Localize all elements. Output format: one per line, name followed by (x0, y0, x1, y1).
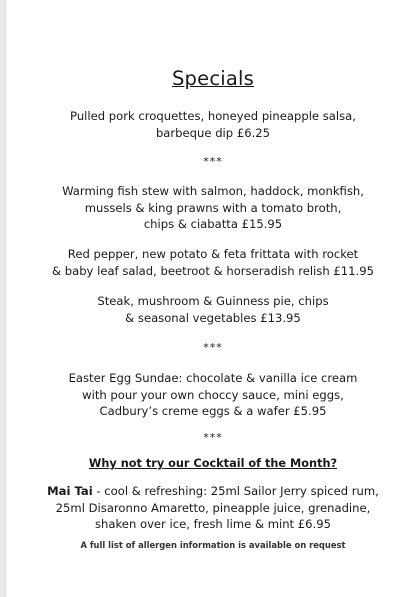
special-item-croquettes (6, 108, 420, 141)
item-line: mussels & king prawns with a tomato broth, (84, 200, 342, 215)
separator-text: *** (203, 431, 223, 444)
separator-stars (6, 340, 420, 357)
special-item-frittata (6, 246, 420, 279)
special-item-fish-stew (6, 183, 420, 233)
item-line: chips & ciabatta £15.95 (143, 217, 283, 232)
cocktail-line: 25ml Disaronno Amaretto, pineapple juice, grenadine, (55, 500, 371, 515)
page-title: Specials (171, 67, 255, 90)
menu-page (6, 0, 420, 597)
cocktail-text: - cool & refreshing: 25ml Sailor Jerry spiced rum, (92, 484, 379, 498)
special-item-sundae (6, 370, 420, 420)
item-line: Cadbury’s creme eggs & a wafer £5.95 (99, 404, 327, 419)
cocktail-heading: Why not try our Cocktail of the Month? (88, 457, 338, 470)
item-line: & seasonal vegetables £13.95 (125, 310, 301, 325)
cocktail-line: shaken over ice, fresh lime & mint £6.95 (95, 517, 331, 532)
separator-text: *** (203, 155, 223, 168)
item-line: & baby leaf salad, beetroot & horseradish relish £11.95 (52, 263, 374, 278)
item-line: Steak, mushroom & Guinness pie, chips (97, 294, 329, 308)
item-line: Easter Egg Sundae: chocolate & vanilla ice cream (68, 371, 358, 385)
item-line: Warming fish stew with salmon, haddock, monkfish, (62, 184, 364, 198)
separator-stars (6, 154, 420, 171)
item-line: Pulled pork croquettes, honeyed pineapple salsa, (70, 109, 356, 123)
separator-text: *** (203, 341, 223, 354)
special-item-pie (6, 293, 420, 326)
item-line: Red pepper, new potato & feta frittata with rocket (67, 247, 359, 261)
item-line: with pour your own choccy sauce, mini eggs, (82, 387, 344, 402)
cocktail-description (6, 483, 420, 533)
allergen-note: A full list of allergen information is available on request (80, 540, 346, 550)
cocktail-line (6, 483, 420, 500)
item-line: barbeque dip £6.25 (155, 125, 271, 140)
cocktail-name: Mai Tai (47, 484, 93, 498)
separator-stars (6, 430, 420, 447)
